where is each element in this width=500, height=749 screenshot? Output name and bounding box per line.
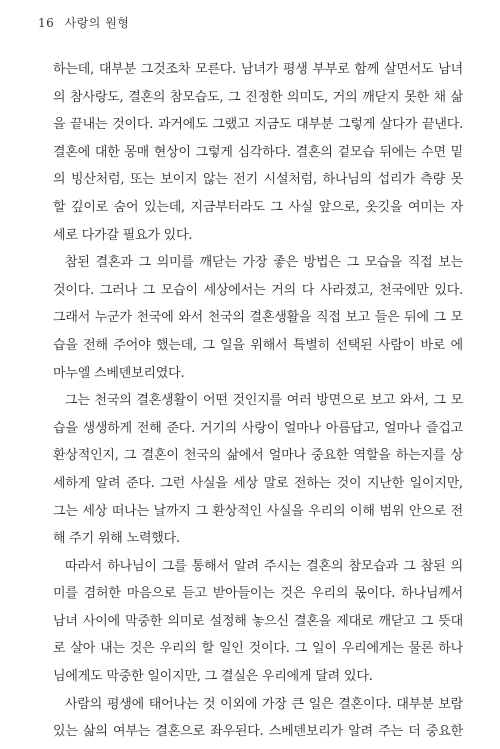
- text-line: 습을 전해 주어야 했는데, 그 일을 위해서 특별히 선택된 사람이 바로 에: [53, 337, 463, 353]
- text-line: 하는데, 대부분 그것조차 모른다. 남녀가 평생 부부로 함께 살면서도 남녀: [53, 62, 463, 77]
- text-line: 할 깊이로 숨어 있는데, 지금부터라도 그 사실 앞으로, 옷깃을 여미는 자: [53, 199, 463, 215]
- text-line: 사람의 평생에 태어나는 것 이외에 가장 큰 일은 결혼이다. 대부분 보람: [65, 696, 463, 712]
- text-line: 환상적인지, 그 결혼이 천국의 삶에서 얼마나 중요한 역할을 하는지를 상: [53, 448, 463, 464]
- text-line: 습을 생생하게 전해 준다. 거기의 사랑이 얼마나 아름답고, 얼마나 즐겁고: [53, 420, 463, 436]
- text-line: 남녀 사이에 막중한 의미로 설정해 놓으신 결혼을 제대로 깨닫고 그 뜻대: [53, 613, 463, 629]
- text-line: 세로 다가갈 필요가 있다.: [53, 227, 193, 243]
- text-line: 그는 세상 떠나는 날까지 그 환상적인 사실을 우리의 이해 범위 안으로 전: [53, 503, 463, 519]
- text-line: 을 끝내는 것이다. 과거에도 그랬고 지금도 대부분 그렇게 살다가 끝낸다.: [53, 117, 463, 133]
- running-head: [38, 14, 129, 31]
- page-number: 16: [38, 16, 55, 30]
- text-line: 그는 천국의 결혼생활이 어떤 것인지를 여러 방면으로 보고 와서, 그 모: [65, 393, 463, 409]
- text-line: 미를 겸허한 마음으로 듣고 받아들이는 것은 우리의 몫이다. 하나님께서: [53, 586, 463, 602]
- text-line: 마누엘 스베덴보리였다.: [53, 365, 185, 381]
- text-line: 세하게 알려 준다. 그런 사실을 세상 말로 전하는 것이 지난한 일이지만,: [53, 475, 463, 491]
- text-line: 있는 삶의 여부는 결혼으로 좌우된다. 스베덴보리가 알려 주는 더 중요한: [53, 724, 463, 740]
- text-line: 참된 결혼과 그 의미를 깨닫는 가장 좋은 방법은 그 모습을 직접 보는: [65, 255, 463, 271]
- body-text: [53, 56, 463, 746]
- text-line: 그래서 누군가 천국에 와서 천국의 결혼생활을 직접 보고 들은 뒤에 그 모: [53, 310, 463, 326]
- text-line: 해 주기 위해 노력했다.: [53, 531, 180, 547]
- text-line: 의 빙산처럼, 또는 보이지 않는 전기 시설처럼, 하나님의 섭리가 측량 못: [53, 172, 463, 188]
- text-line: 따라서 하나님이 그를 통해서 알려 주시는 결혼의 참모습과 그 참된 의: [65, 558, 463, 574]
- text-line: 로 살아 내는 것은 우리의 할 일인 것이다. 그 일이 우리에게는 물론 하나: [53, 641, 463, 657]
- text-line: 님에게도 막중한 일이지만, 그 결실은 우리에게 달려 있다.: [53, 669, 373, 685]
- text-line: 의 참사랑도, 결혼의 참모습도, 그 진정한 의미도, 거의 깨닫지 못한 채 삶: [53, 89, 463, 105]
- running-head-title: 사랑의 원형: [64, 16, 130, 30]
- text-line: 것이다. 그러나 그 모습이 세상에서는 거의 다 사라졌고, 천국에만 있다.: [53, 282, 463, 298]
- text-line: 결혼에 대한 몽매 현상이 그렇게 심각하다. 결혼의 겉모습 뒤에는 수면 밑: [53, 144, 463, 160]
